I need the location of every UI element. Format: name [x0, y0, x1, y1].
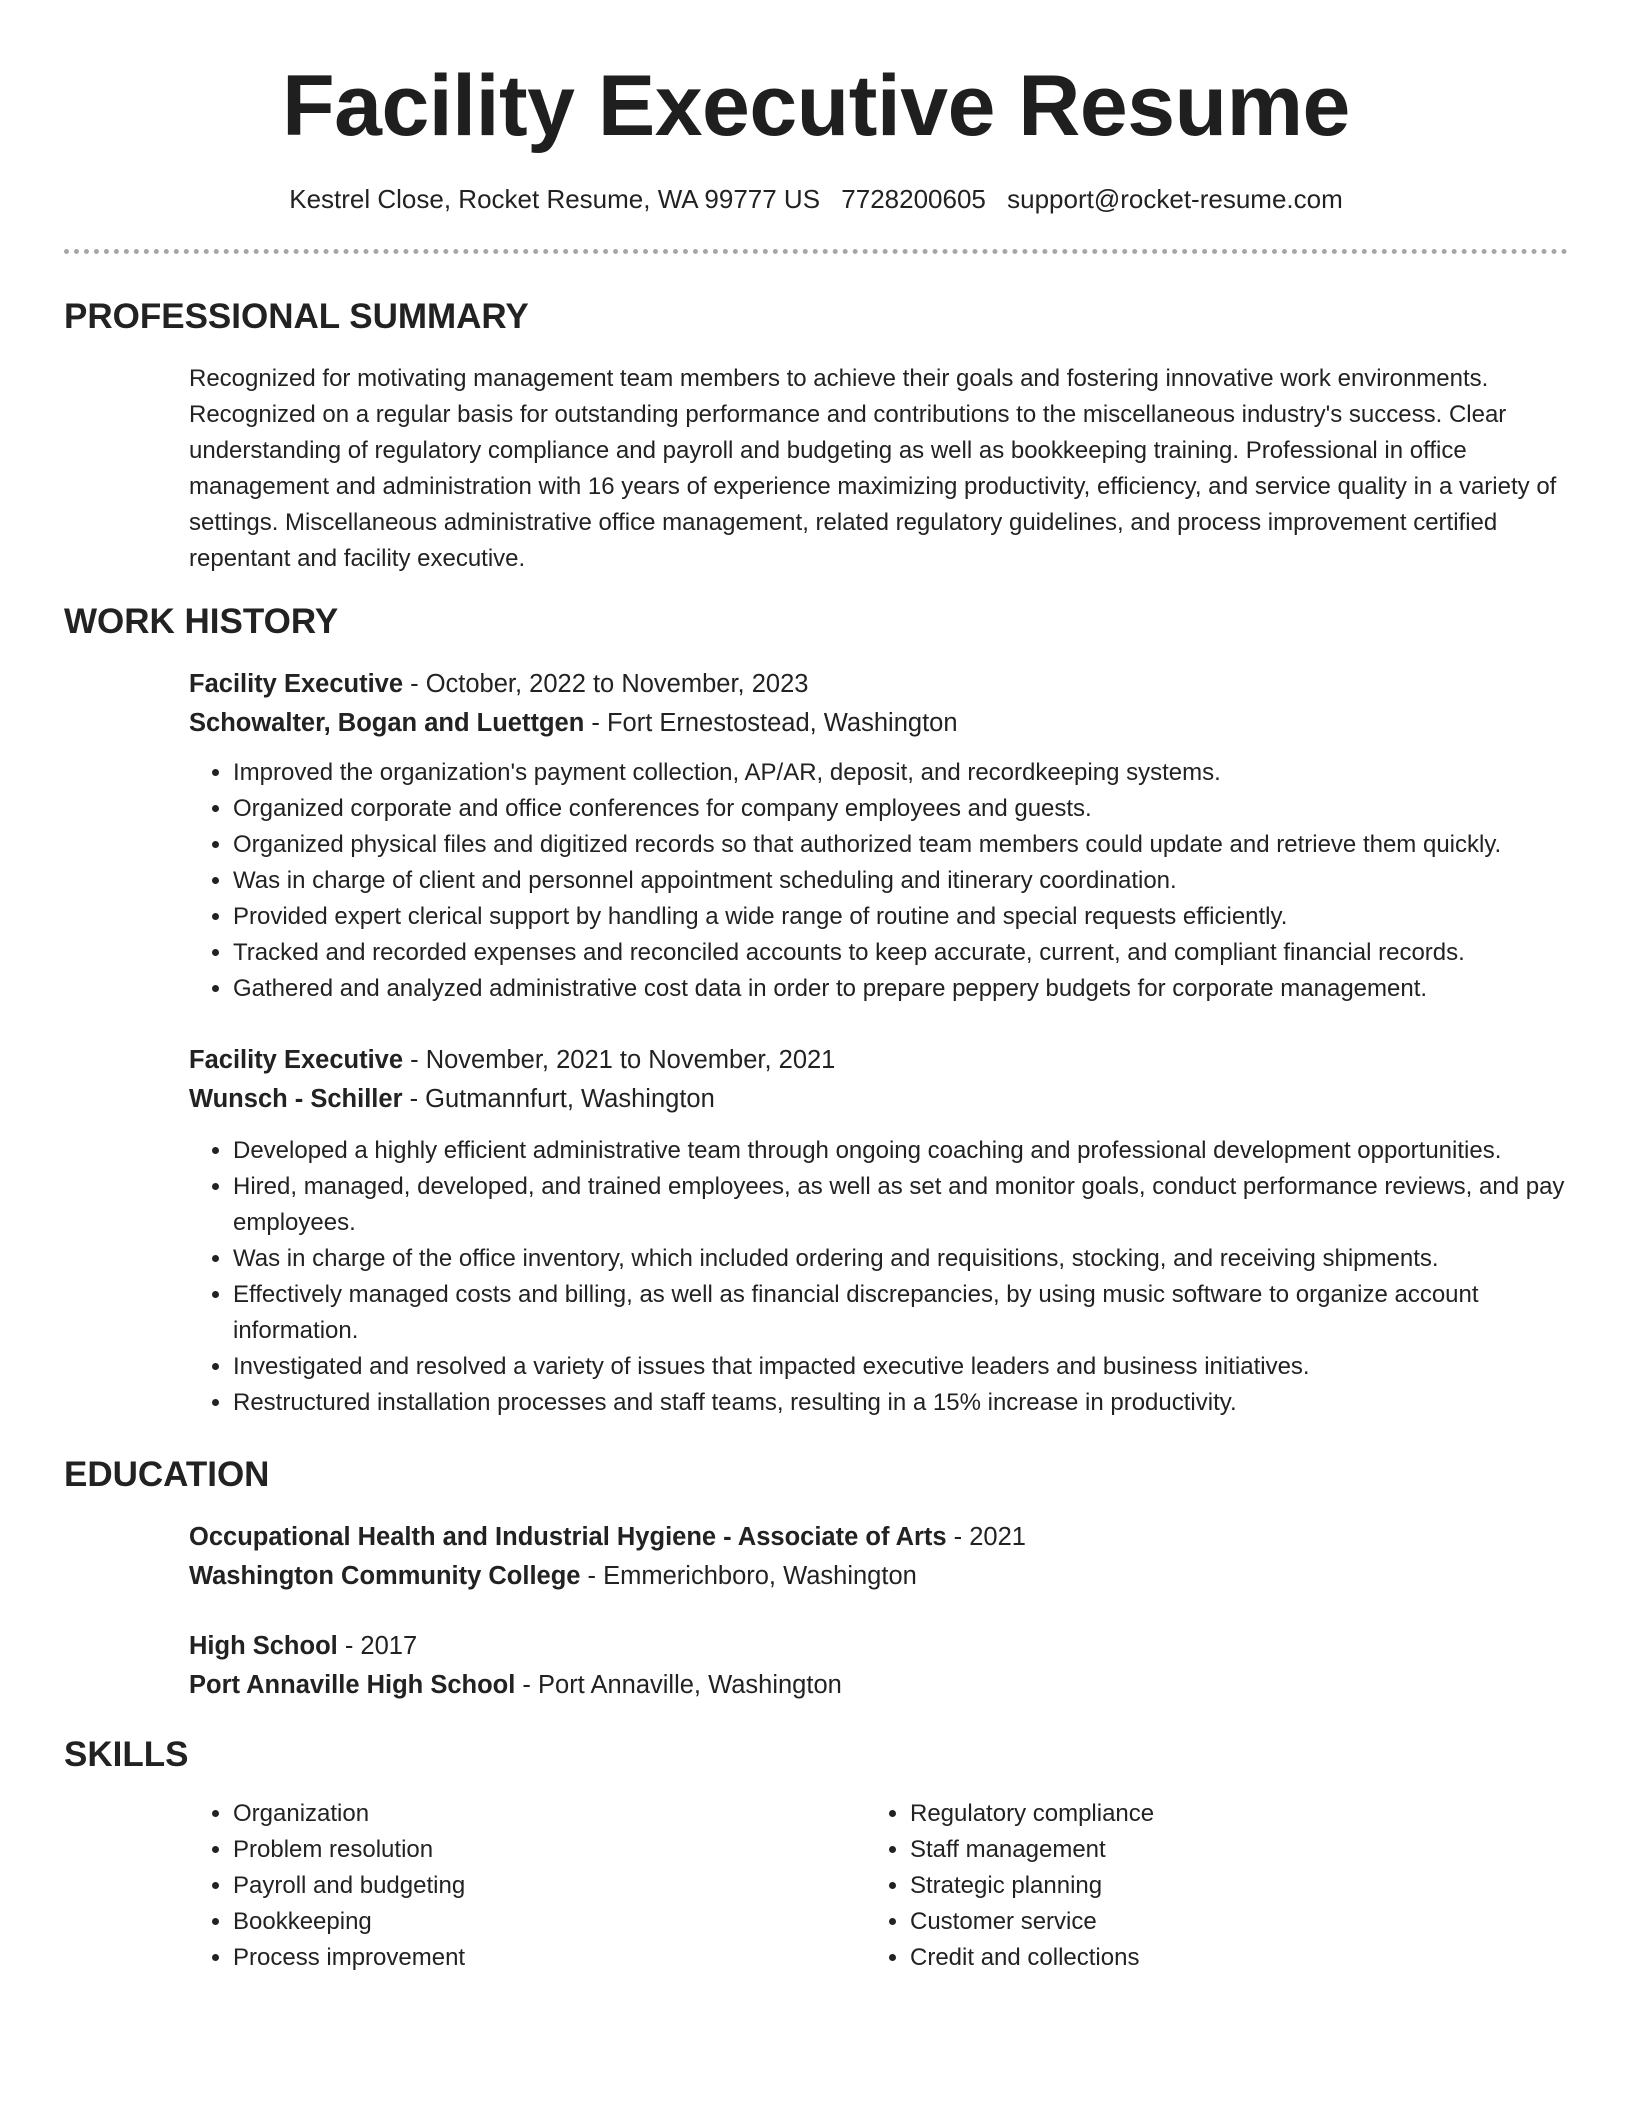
job-location: - Gutmannfurt, Washington: [402, 1085, 715, 1113]
job-bullet: • Restructured installation processes and staff teams, resulting in a 15% increase in productivity.: [233, 1385, 1568, 1421]
job-company: Schowalter, Bogan and Luettgen: [189, 709, 585, 737]
job-bullets: [189, 1133, 1568, 1421]
job-location: - Fort Ernestostead, Washington: [584, 709, 958, 737]
job-dates: - November, 2021 to November, 2021: [403, 1046, 836, 1074]
education-degree: Occupational Health and Industrial Hygiene - Associate of Arts: [189, 1523, 947, 1551]
skill-item: • Organization: [233, 1796, 853, 1832]
education-degree-line: [189, 1518, 1568, 1557]
education-school-line: [189, 1557, 1568, 1596]
summary-text: Recognized for motivating management team members to achieve their goals and fostering innovative work environments. Recognized on a regular basis for outstanding performance and contributions to the miscellaneous industry's success. Clear understanding of regulatory compliance and payroll and budgeting as well as bookkeeping training. Professional in office management and administration with 16 years of experience maximizing productivity, efficiency, and service quality in a variety of settings. Miscellaneous administrative office management, related regulatory guidelines, and process improvement certified repentant and facility executive.: [189, 365, 1557, 572]
skill-item: • Customer service: [910, 1904, 1530, 1940]
contact-email: support@rocket-resume.com: [1007, 184, 1343, 214]
job-bullet: • Improved the organization's payment collection, AP/AR, deposit, and recordkeeping systems.: [233, 755, 1568, 791]
job-company-line: [189, 1080, 1568, 1119]
education-degree-line: [189, 1627, 1568, 1666]
job-bullet: • Investigated and resolved a variety of issues that impacted executive leaders and business initiatives.: [233, 1349, 1568, 1385]
job-bullet: • Organized physical files and digitized records so that authorized team members could update and retrieve them quickly.: [233, 827, 1568, 863]
contact-phone: 7728200605: [841, 184, 986, 214]
job-entry: [189, 665, 1568, 1007]
section-title-education: EDUCATION: [64, 1455, 270, 1494]
job-title-line: [189, 665, 1568, 704]
job-title: Facility Executive: [189, 1046, 404, 1074]
job-company: Wunsch - Schiller: [189, 1085, 403, 1113]
job-bullets: [189, 755, 1568, 1007]
section-title-work-history: WORK HISTORY: [64, 602, 339, 641]
skill-item: • Strategic planning: [910, 1868, 1530, 1904]
education-year: - 2017: [337, 1632, 418, 1660]
skill-item: • Bookkeeping: [233, 1904, 853, 1940]
skills-list-right: [866, 1796, 1530, 1976]
summary-block: [189, 361, 1568, 577]
job-entry: [189, 1041, 1568, 1421]
education-degree: High School: [189, 1632, 338, 1660]
resume-title: Facility Executive Resume: [282, 58, 1350, 154]
header-divider: [64, 249, 1568, 254]
skills-list-left: [189, 1796, 853, 1976]
skill-item: • Process improvement: [233, 1940, 853, 1976]
education-school-line: [189, 1666, 1568, 1705]
skill-item: • Credit and collections: [910, 1940, 1530, 1976]
job-company-line: [189, 704, 1568, 743]
job-bullet: • Tracked and recorded expenses and reconciled accounts to keep accurate, current, and compliant financial records.: [233, 935, 1568, 971]
job-title: Facility Executive: [189, 670, 404, 698]
education-location: - Port Annaville, Washington: [515, 1671, 842, 1699]
job-bullet: • Was in charge of the office inventory, which included ordering and requisitions, stocking, and receiving shipments.: [233, 1241, 1568, 1277]
education-year: - 2021: [946, 1523, 1026, 1551]
education-school: Port Annaville High School: [189, 1671, 516, 1699]
education-school: Washington Community College: [189, 1562, 581, 1590]
education-entry: [189, 1518, 1568, 1596]
skill-item: • Regulatory compliance: [910, 1796, 1530, 1832]
skill-item: • Staff management: [910, 1832, 1530, 1868]
section-title-summary: PROFESSIONAL SUMMARY: [64, 297, 529, 336]
skill-item: • Payroll and budgeting: [233, 1868, 853, 1904]
job-bullet: • Hired, managed, developed, and trained employees, as well as set and monitor goals, conduct performance reviews, and pay employees.: [233, 1169, 1568, 1241]
job-title-line: [189, 1041, 1568, 1080]
job-bullet: • Provided expert clerical support by handling a wide range of routine and special requests efficiently.: [233, 899, 1568, 935]
job-bullet: • Effectively managed costs and billing, as well as financial discrepancies, by using music software to organize account information.: [233, 1277, 1568, 1349]
education-location: - Emmerichboro, Washington: [580, 1562, 917, 1590]
skill-item: • Problem resolution: [233, 1832, 853, 1868]
job-bullet: • Developed a highly efficient administrative team through ongoing coaching and professional development opportunities.: [233, 1133, 1568, 1169]
contact-line: [0, 182, 1632, 216]
job-bullet: • Was in charge of client and personnel appointment scheduling and itinerary coordination.: [233, 863, 1568, 899]
job-dates: - October, 2022 to November, 2023: [403, 670, 809, 698]
section-title-skills: SKILLS: [64, 1735, 189, 1774]
job-bullet: • Gathered and analyzed administrative cost data in order to prepare peppery budgets for corporate management.: [233, 971, 1568, 1007]
job-bullet: • Organized corporate and office conferences for company employees and guests.: [233, 791, 1568, 827]
contact-address: Kestrel Close, Rocket Resume, WA 99777 US: [289, 184, 821, 214]
education-entry: [189, 1627, 1568, 1705]
